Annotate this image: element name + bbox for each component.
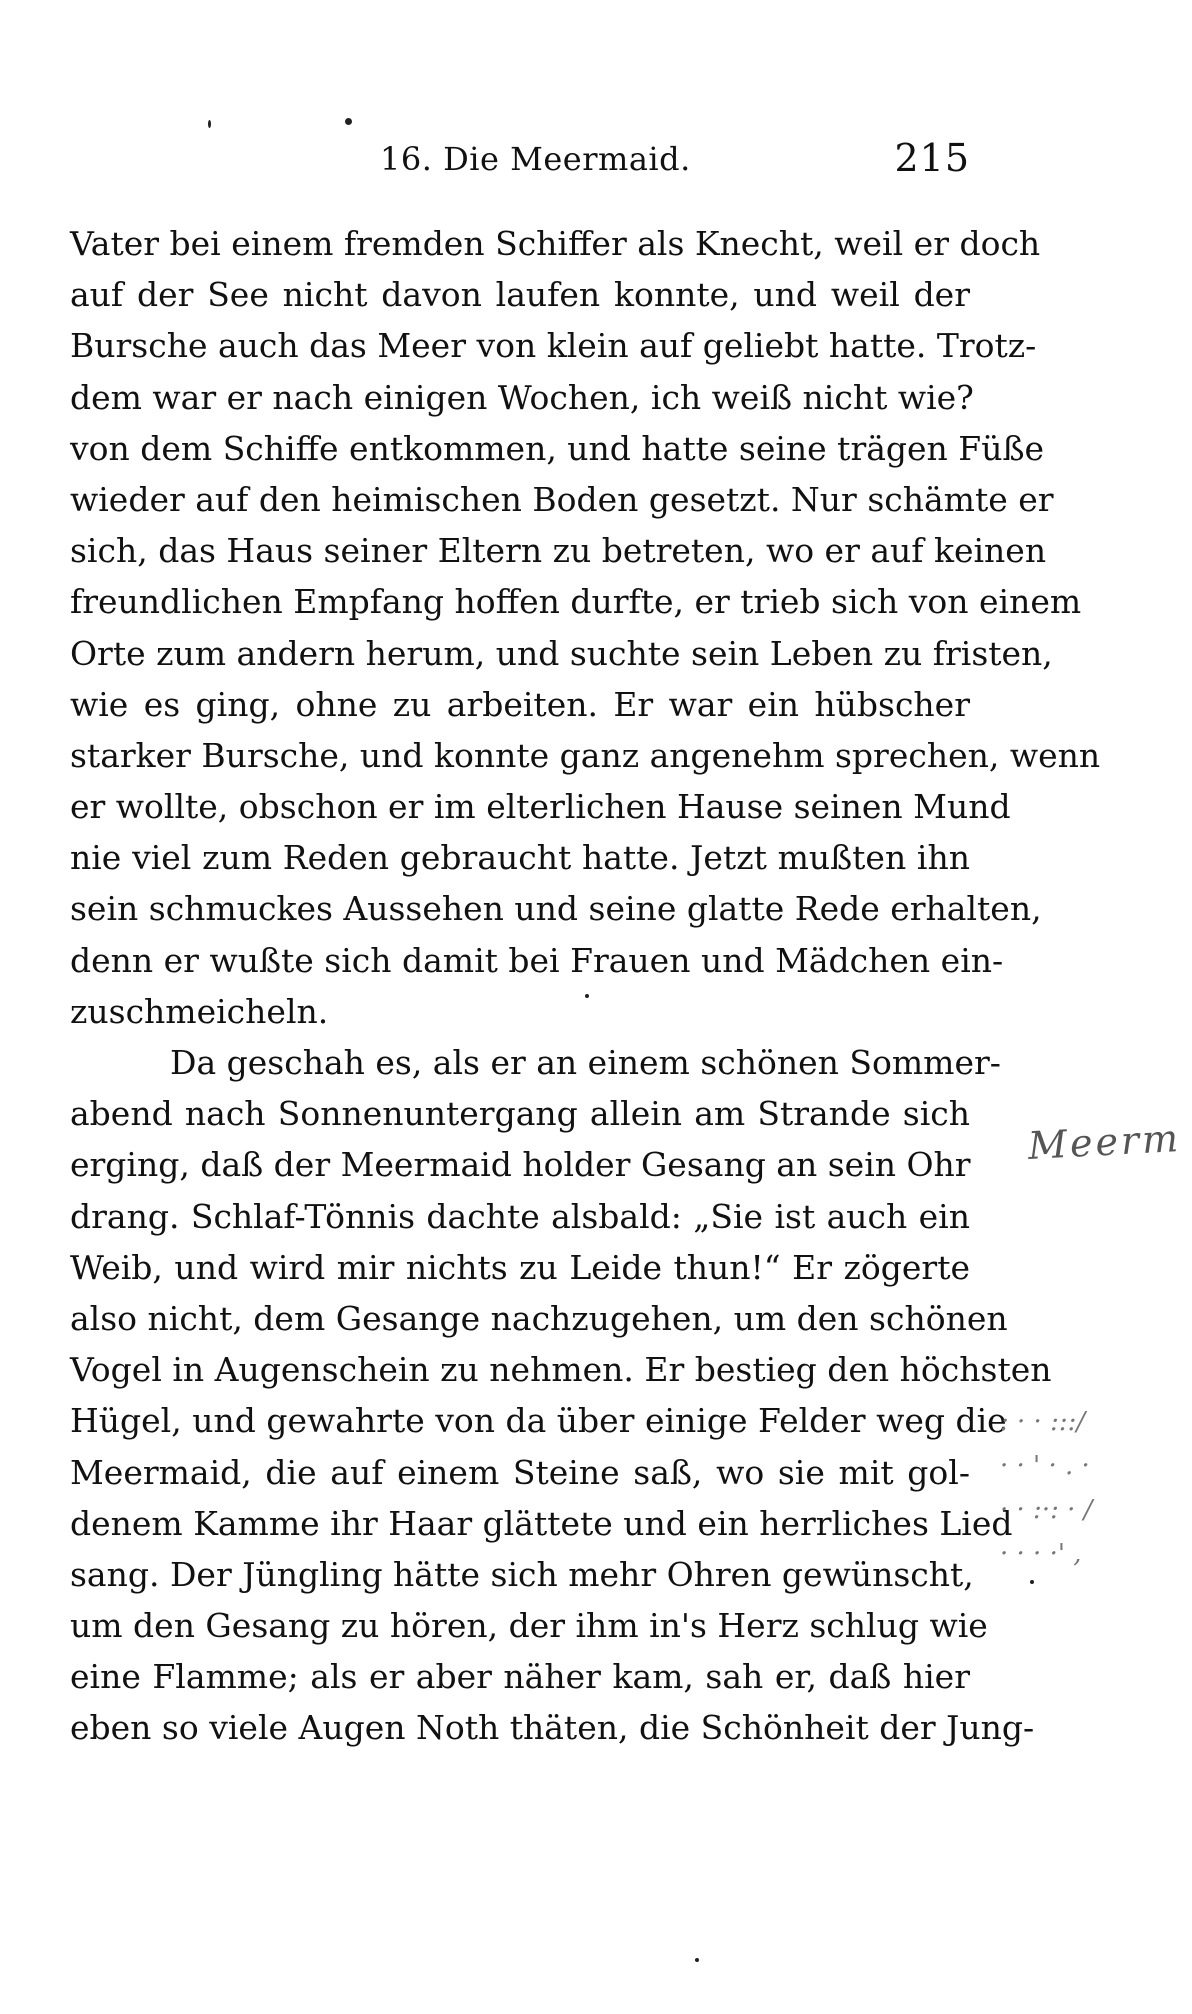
- margin-trace-line: · · ' · . ·: [1000, 1451, 1090, 1481]
- text-line: denn er wußte sich damit bei Frauen und Mädchen ein-: [70, 940, 1004, 980]
- text-line: sein schmuckes Aussehen und seine glatte Rede erhalten,: [70, 889, 1042, 929]
- text-line: freundlichen Empfang hoffen durfte, er trieb sich von einem: [70, 582, 1082, 622]
- margin-trace-line: : · · :::/: [1000, 1407, 1086, 1437]
- text-line: um den Gesang zu hören, der ihm in's Herz schlug wie: [70, 1606, 988, 1646]
- margin-note: Meerm: [1026, 1116, 1183, 1168]
- text-line: denem Kamme ihr Haar glättete und ein herrliches Lied: [70, 1503, 1013, 1543]
- page-number: 215: [894, 136, 970, 180]
- text-line: erging, daß der Meermaid holder Gesang an sein Ohr: [70, 1145, 971, 1185]
- text-line: Orte zum andern herum, und suchte sein Leben zu fristen,: [70, 633, 1053, 673]
- margin-bleed-through: [1000, 1400, 1170, 1600]
- text-line: Hügel, und gewahrte von da über einige Felder weg die: [70, 1401, 1007, 1441]
- text-line: auf der See nicht davon laufen konnte, und weil der: [70, 275, 970, 315]
- text-line: starker Bursche, und konnte ganz angenehm sprechen, wenn: [70, 735, 1101, 775]
- text-line: eben so viele Augen Noth thäten, die Schönheit der Jung-: [70, 1708, 1035, 1748]
- body-text: [70, 218, 1101, 1754]
- text-line: drang. Schlaf-Tönnis dachte alsbald: „Sie ist auch ein: [70, 1196, 970, 1236]
- text-line: Meermaid, die auf einem Steine saß, wo sie mit gol-: [70, 1452, 970, 1492]
- text-line: er wollte, obschon er im elterlichen Hause seinen Mund: [70, 787, 1011, 827]
- margin-trace-line: · · :·: · /: [1000, 1495, 1093, 1525]
- text-line: Weib, und wird mir nichts zu Leide thun!“ Er zögerte: [70, 1247, 970, 1287]
- ink-speck: [695, 1958, 699, 1962]
- text-line: sich, das Haus seiner Eltern zu betreten, wo er auf keinen: [70, 531, 1047, 571]
- text-line: Bursche auch das Meer von klein auf geliebt hatte. Trotz-: [70, 326, 1037, 366]
- ink-speck: [345, 118, 352, 125]
- ink-speck: [208, 120, 211, 128]
- text-line: nie viel zum Reden gebraucht hatte. Jetzt mußten ihn: [70, 838, 970, 878]
- text-line: von dem Schiffe entkommen, und hatte seine trägen Füße: [70, 428, 1045, 468]
- text-line: abend nach Sonnenuntergang allein am Strande sich: [70, 1094, 970, 1134]
- margin-trace-line: · · · ·' ,: [1000, 1539, 1082, 1569]
- text-line: sang. Der Jüngling hätte sich mehr Ohren gewünscht,: [70, 1554, 974, 1594]
- text-line: wieder auf den heimischen Boden gesetzt. Nur schämte er: [70, 479, 1054, 519]
- text-line: also nicht, dem Gesange nachzugehen, um den schönen: [70, 1298, 1008, 1338]
- text-line: eine Flamme; als er aber näher kam, sah er, daß hier: [70, 1657, 970, 1697]
- text-line: zuschmeicheln.: [70, 991, 329, 1031]
- paragraph-start-line: Da geschah es, als er an einem schönen Sommer-: [170, 1043, 1001, 1082]
- text-line: dem war er nach einigen Wochen, ich weiß nicht wie?: [70, 377, 974, 417]
- running-title: 16. Die Meermaid.: [380, 140, 691, 178]
- text-line: Vater bei einem fremden Schiffer als Knecht, weil er doch: [70, 224, 1041, 263]
- page-header: [70, 136, 970, 190]
- text-line: Vogel in Augenschein zu nehmen. Er bestieg den höchsten: [70, 1350, 1052, 1390]
- text-line: wie es ging, ohne zu arbeiten. Er war ein hübscher: [70, 684, 970, 724]
